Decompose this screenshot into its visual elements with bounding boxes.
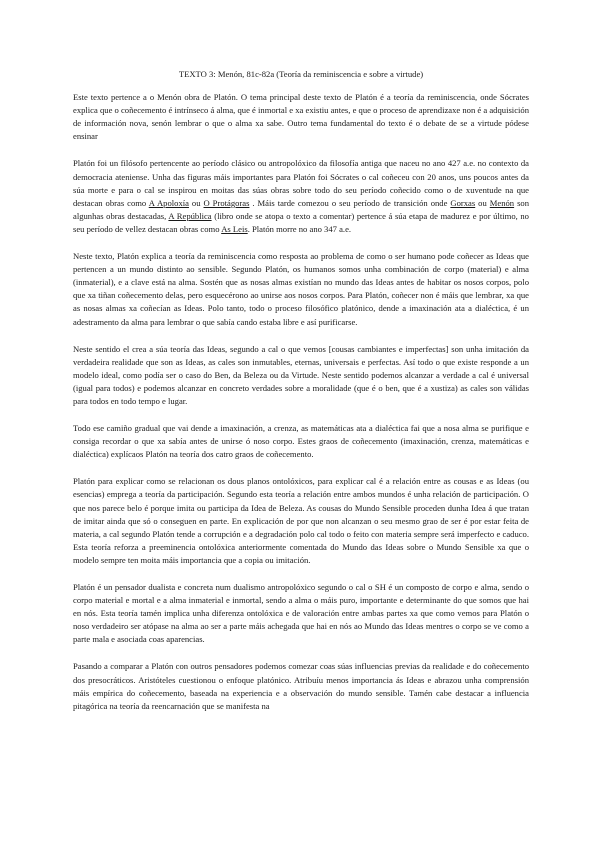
paragraph-dualism: Platón é un pensador dualista e concreta num dualismo antropolóxico segundo o cal o SH é un composto de corpo e alma, sendo o corpo material e mortal e a alma inmaterial e inmortal, sendo a alma o máis puro, importante e determinante do que somos que hai en nós. Esta teoría tamén implica unha diferenza ontolóxica e de valoración entre ambas partes xa que como vemos para Platón o noso verdadeiro ser atópase na alma ao ser a parte máis achegada que hai en nós ao Mundo das Ideas mentres o corpo se ve como a parte mala e asociada coas aparencias. [73,582,529,645]
work-title-gorxas: Gorxas [450,197,476,208]
paragraph-text: ou [188,197,204,208]
paragraph-intro: Este texto pertence a o Menón obra de Platón. O tema principal deste texto de Platón é a teoría da reminiscencia, onde Sócrates explica que o coñecemento é intrínseco á alma, que é inmortal e xa existiu antes, e que o proceso de aprendizaxe non é a adquisición de información nova, senón lembrar o que o alma xa sabe. Outro tema fundamental do texto é o debate de se a virtude pódese ensinar [73,92,529,142]
paragraph-participation: Platón para explicar como se relacionan os dous planos ontolóxicos, para explicar cal é a relación entre as cousas e as Ideas (ou esencias) emprega a teoría da participación. Segundo esta teoría a relación entre ambos mundos é unha relación de participación. O que nos parece belo é porque imita ou participa da Idea de Beleza. As cousas do Mundo Sensible proceden dunha Idea á que tratan de imitar ainda que só o conseguen en parte. En explicación de por que non alcanzan o seu mesmo grao de ser é por estar feita de materia, a cal segundo Platón tende a corrupción e a degradación polo cal todo o feito con materia sempre será imperfecto e caduco. Esta teoría reforza a preeminencia ontolóxica anteriormente comentada do Mundo das Ideas sobre o Mundo Sensible xa que o modelo sempre ten moita máis importancia que a copia ou imitación. [73,476,529,565]
paragraph-text: (libro onde se atopa o texto a comentar) pertence á súa etapa de madurez e por último, no seu período de vellez destacan obras como [73,210,529,234]
paragraph-text: son algunhas obras destacadas, [73,197,530,221]
paragraph-text: . Platón morre no ano 347 a.e. [247,223,352,234]
paragraph-text: . Máis tarde comezou o seu período de transición onde [249,197,451,208]
paragraph-context [73,157,529,236]
work-title-republica: A República [168,210,212,221]
paragraph-reminiscence: Neste texto, Platón explica a teoría da reminiscencia como resposta ao problema de como o ser humano pode coñecer as Ideas que pertencen a un mundo distinto ao sensible. Segundo Platón, os humanos somos unha combinación de corpo (material) e alma (inmaterial), e a clave está na alma. Sostén que as nosas almas existían no mundo das Ideas antes de habitar os nosos corpos, polo que xa tiñan coñecemento delas, pero esquecérono ao unirse aos nosos corpos. Para Platón, coñecer non é máis que lembrar, xa que as nosas almas xa coñecían as Ideas. Polo tanto, todo o proceso filosófico platónico, dende a imaxinación ata a dialéctica, é un adestramento da alma para lembrar o que sabía cando estaba libre e así purificarse. [73,251,529,327]
work-title-menon: Menón [489,197,515,208]
work-title-apoloxia: A Apoloxía [148,197,189,208]
paragraph-knowledge-degrees: Todo ese camiño gradual que vai dende a imaxinación, a crenza, as matemáticas ata a dialéctica fai que a nosa alma se purifique e consiga recordar o que xa sabía antes de unirse ó noso corpo. Estes graos de coñecemento (imaxinación, crenza, matemáticas e dialéctica) explícaos Platón na teoría dos catro graos de coñecemento. [73,423,529,460]
document-title: TEXTO 3: Menón, 81c-82a (Teoría da reminiscencia e sobre a virtude) [178,69,424,79]
paragraph-ideas-theory: Neste sentido el crea a súa teoría das Ideas, segundo a cal o que vemos [cousas cambiantes e imperfectas] son unha imitación da verdadeira realidade que son as Ideas, as cales son inmutables, eternas, universais e perfectas. Así todo o que existe responde a un modelo ideal, como podía ser o caso do Ben, da Beleza ou da Virtude. Neste sentido podemos alcanzar a verdade a cal é universal (igual para todos) e podemos alcanzar en concreto verdades sobre a moralidade (que é o ben, que é a xustiza) as cales son válidas para todos en todo tempo e lugar. [73,343,529,406]
work-title-protagoras: O Protágoras [203,197,250,208]
paragraph-comparison: Pasando a comparar a Platón con outros pensadores podemos comezar coas súas influencias previas da realidade e do coñecemento dos presocráticos. Aristóteles cuestionou o enfoque platónico. Atribuíu menos importancia ás Ideas e abrazou unha comprensión máis empírica do coñecemento, baseada na experiencia e a observación do mundo sensible. Tamén cabe destacar a influencia pitagórica na teoría da reencarnación que se manifesta na [73,661,529,711]
work-title-leis: As Leis [221,223,248,234]
document-page [73,68,529,727]
paragraph-text: Platón foi un filósofo pertencente ao período clásico ou antropolóxico da filosofía antiga que naceu no ano 427 a.e. no contexto da democracia ateniense. Unha das figuras máis importantes para Platón foi Sócrates o cal coñeceu con 20 anos, uns poucos antes da súa morte e para o cal se inspirou en moitas das súas obras sobre todo do seu período coñecido como o de xuventude na que destacan obras como [73,158,529,208]
paragraph-text: ou [475,197,490,208]
